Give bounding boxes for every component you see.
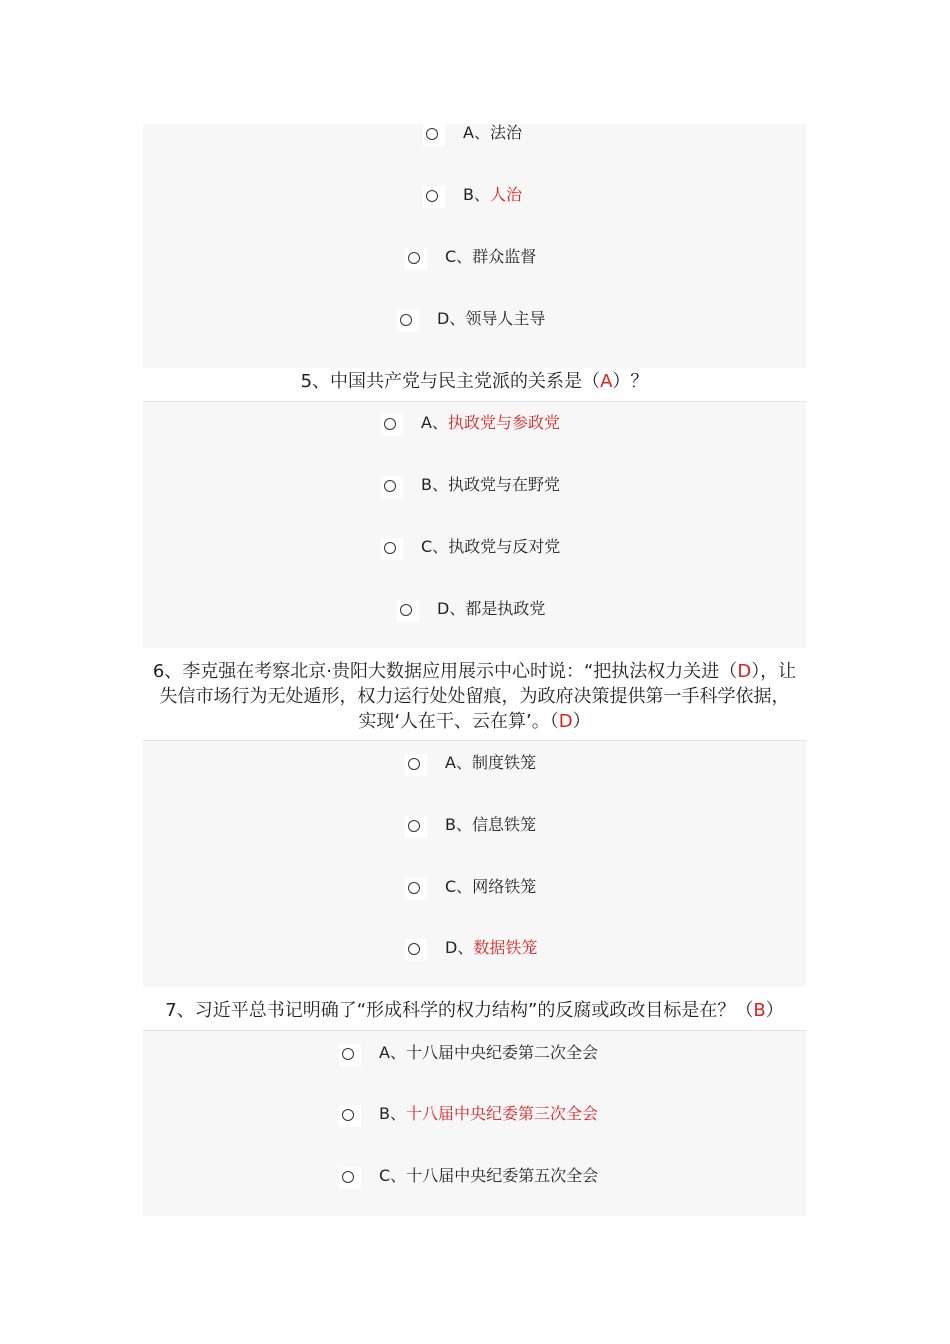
q5-answer: A <box>600 371 613 392</box>
radio-button[interactable] <box>405 754 427 776</box>
radio-button[interactable] <box>397 600 419 622</box>
radio-button[interactable] <box>405 248 427 270</box>
radio-button[interactable] <box>397 310 419 332</box>
q5-question-text: 5、中国共产党与民主党派的关系是（A）？ <box>143 369 806 394</box>
radio-button[interactable] <box>423 124 445 146</box>
radio-button[interactable] <box>405 878 427 900</box>
radio-button[interactable] <box>339 1167 361 1189</box>
radio-button[interactable] <box>339 1105 361 1127</box>
q6-answer: D <box>558 711 573 732</box>
radio-button[interactable] <box>423 186 445 208</box>
q7-question-text: 7、习近平总书记明确了“形成科学的权力结构”的反腐或政改目标是在？（B） <box>143 998 806 1023</box>
radio-button[interactable] <box>405 816 427 838</box>
q7-answer: B <box>753 1000 766 1021</box>
q6-question-text: 6、李克强在考察北京·贵阳大数据应用展示中心时说：“把执法权力关进（D），让 失信市场行为无处遁形，权力运行处处留痕，为政府决策提供第一手科学依据， 实现‘人在干、云在算’。（D） <box>143 659 806 735</box>
radio-button[interactable] <box>381 414 403 436</box>
radio-button[interactable] <box>405 939 427 961</box>
radio-button[interactable] <box>339 1044 361 1066</box>
radio-button[interactable] <box>381 476 403 498</box>
q6-answer: D <box>737 661 752 682</box>
radio-button[interactable] <box>381 538 403 560</box>
